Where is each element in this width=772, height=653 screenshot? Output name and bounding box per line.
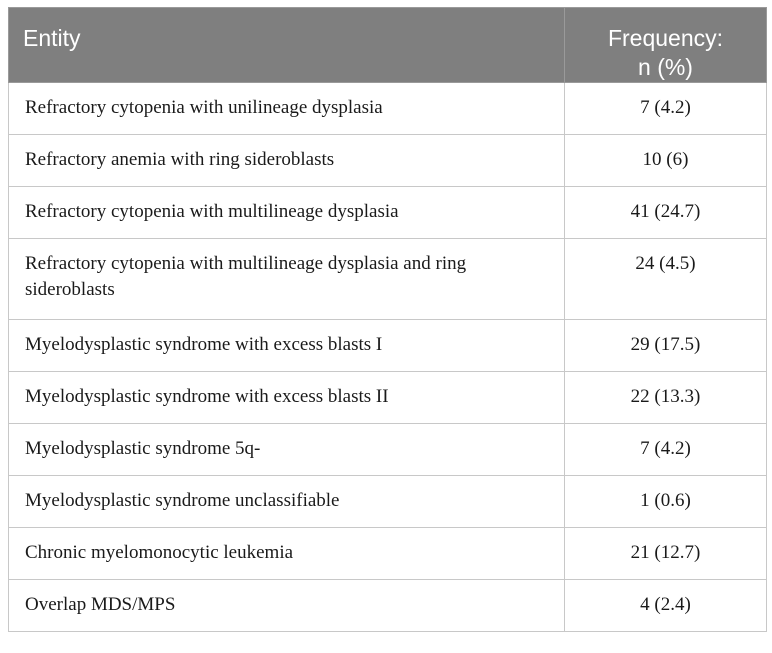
frequency-cell: 29 (17.5)	[565, 320, 767, 372]
frequency-cell: 4 (2.4)	[565, 580, 767, 632]
frequency-cell: 10 (6)	[565, 135, 767, 187]
entity-cell: Refractory cytopenia with multilineage dysplasia	[9, 187, 565, 239]
header-frequency-line2: n (%)	[638, 54, 693, 80]
table-row	[9, 83, 767, 135]
table-row	[9, 476, 767, 528]
header-frequency	[565, 8, 767, 83]
entity-cell: Myelodysplastic syndrome unclassifiable	[9, 476, 565, 528]
table-row	[9, 580, 767, 632]
table-row	[9, 187, 767, 239]
table-row	[9, 320, 767, 372]
table-row	[9, 372, 767, 424]
entity-cell: Refractory anemia with ring sideroblasts	[9, 135, 565, 187]
header-row	[9, 8, 767, 83]
entity-cell: Myelodysplastic syndrome with excess blasts I	[9, 320, 565, 372]
frequency-cell: 7 (4.2)	[565, 424, 767, 476]
frequency-cell: 7 (4.2)	[565, 83, 767, 135]
table-row	[9, 424, 767, 476]
frequency-cell: 24 (4.5)	[565, 239, 767, 320]
entity-cell: Refractory cytopenia with unilineage dysplasia	[9, 83, 565, 135]
entity-cell: Myelodysplastic syndrome 5q-	[9, 424, 565, 476]
entity-cell: Myelodysplastic syndrome with excess blasts II	[9, 372, 565, 424]
table-header	[9, 8, 767, 83]
frequency-cell: 1 (0.6)	[565, 476, 767, 528]
frequency-cell: 22 (13.3)	[565, 372, 767, 424]
table-row	[9, 135, 767, 187]
header-frequency-line1: Frequency:	[607, 25, 724, 51]
entity-frequency-table-container	[8, 7, 766, 632]
header-entity: Entity	[9, 8, 565, 83]
table-row	[9, 239, 767, 320]
frequency-cell: 41 (24.7)	[565, 187, 767, 239]
entity-frequency-table	[8, 7, 767, 632]
entity-cell: Chronic myelomonocytic leukemia	[9, 528, 565, 580]
entity-cell: Overlap MDS/MPS	[9, 580, 565, 632]
entity-cell: Refractory cytopenia with multilineage dysplasia and ring sideroblasts	[9, 239, 565, 320]
frequency-cell: 21 (12.7)	[565, 528, 767, 580]
table-body	[9, 83, 767, 632]
table-row	[9, 528, 767, 580]
